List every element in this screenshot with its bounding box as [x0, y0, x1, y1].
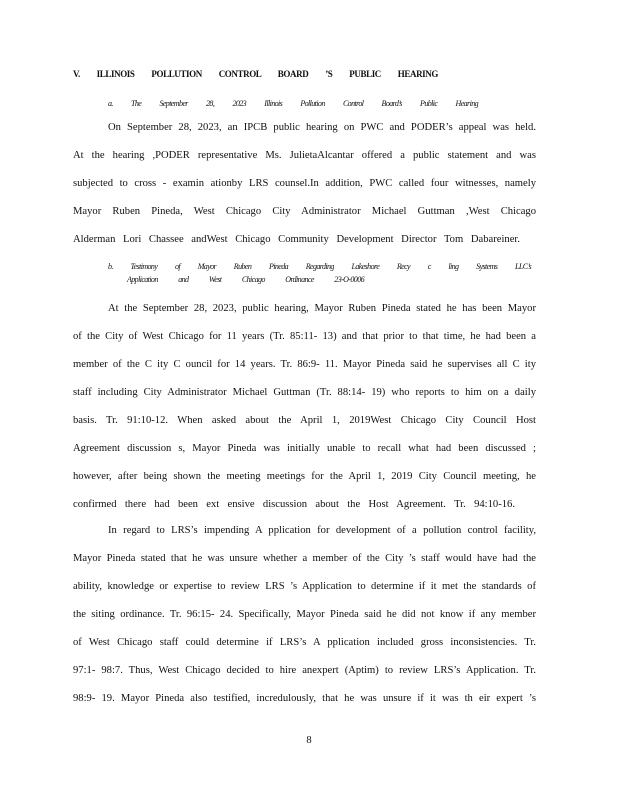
paragraph-3-line-5: of West Chicago staff could determine if LRS’s A pplication included gross inconsistencies. Tr. [73, 637, 536, 648]
paragraph-1-line-3: subjected to cross - examin ationby LRS counsel.In addition, PWC called four witnesses, namely [73, 178, 536, 189]
subheading-a: a. The September 28, 2023 Illinois Pollution Control Board’s Public Hearing [108, 99, 478, 108]
paragraph-2-line-1: At the September 28, 2023, public hearing, Mayor Ruben Pineda stated he has been Mayor [108, 303, 536, 314]
subheading-b-line-2: Application and West Chicago Ordinance 23-O-0006 [127, 275, 364, 284]
paragraph-3-line-3: ability, knowledge or expertise to review LRS ’s Application to determine if it met the standards of [73, 581, 536, 592]
paragraph-2-line-8: confirmed there had been ext ensive discussion about the Host Agreement. Tr. 94:10-16. [73, 499, 515, 510]
paragraph-3-line-2: Mayor Pineda stated that he was unsure whether a member of the City ’s staff would have had the [73, 553, 536, 564]
paragraph-2-line-4: staff including City Administrator Michael Guttman (Tr. 88:14- 19) who reports to him on a daily [73, 387, 536, 398]
paragraph-1-line-5: Alderman Lori Chassee andWest Chicago Community Development Director Tom Dabareiner. [73, 234, 520, 245]
paragraph-3-line-4: the siting ordinance. Tr. 96:15- 24. Specifically, Mayor Pineda said he did not know if any member [73, 609, 536, 620]
paragraph-1-line-2: At the hearing ,PODER representative Ms. JulietaAlcantar offered a public statement and was [73, 150, 536, 161]
paragraph-3-line-6: 97:1- 98:7. Thus, West Chicago decided to hire anexpert (Aptim) to review LRS’s Application. Tr. [73, 665, 536, 676]
paragraph-2-line-6: Agreement discussion s, Mayor Pineda was initially unable to recall what had been discussed ; [73, 443, 536, 454]
paragraph-2-line-5: basis. Tr. 91:10-12. When asked about the April 1, 2019West Chicago City Council Host [73, 415, 536, 426]
paragraph-2-line-3: member of the C ity C ouncil for 14 years. Tr. 86:9- 11. Mayor Pineda said he supervises all C ity [73, 359, 536, 370]
paragraph-2-line-2: of the City of West Chicago for 11 years (Tr. 85:11- 13) and that prior to that time, he had been a [73, 331, 536, 342]
paragraph-1-line-1: On September 28, 2023, an IPCB public hearing on PWC and PODER’s appeal was held. [108, 122, 536, 133]
subheading-b-line-1: b. Testimony of Mayor Ruben Pineda Regarding Lakeshore Recy c ling Systems LLC’s [108, 262, 531, 271]
page-number: 8 [306, 735, 312, 746]
section-heading-v: V. ILLINOIS POLLUTION CONTROL BOARD ’S PUBLIC HEARING [73, 69, 438, 79]
paragraph-3-line-7: 98:9- 19. Mayor Pineda also testified, incredulously, that he was unsure if it was th eir expert ’s [73, 693, 536, 704]
paragraph-1-line-4: Mayor Ruben Pineda, West Chicago City Administrator Michael Guttman ,West Chicago [73, 206, 536, 217]
paragraph-2-line-7: however, after being shown the meeting meetings for the April 1, 2019 City Council meeting, he [73, 471, 536, 482]
paragraph-3-line-1: In regard to LRS’s impending A pplication for development of a pollution control facility, [108, 525, 536, 536]
